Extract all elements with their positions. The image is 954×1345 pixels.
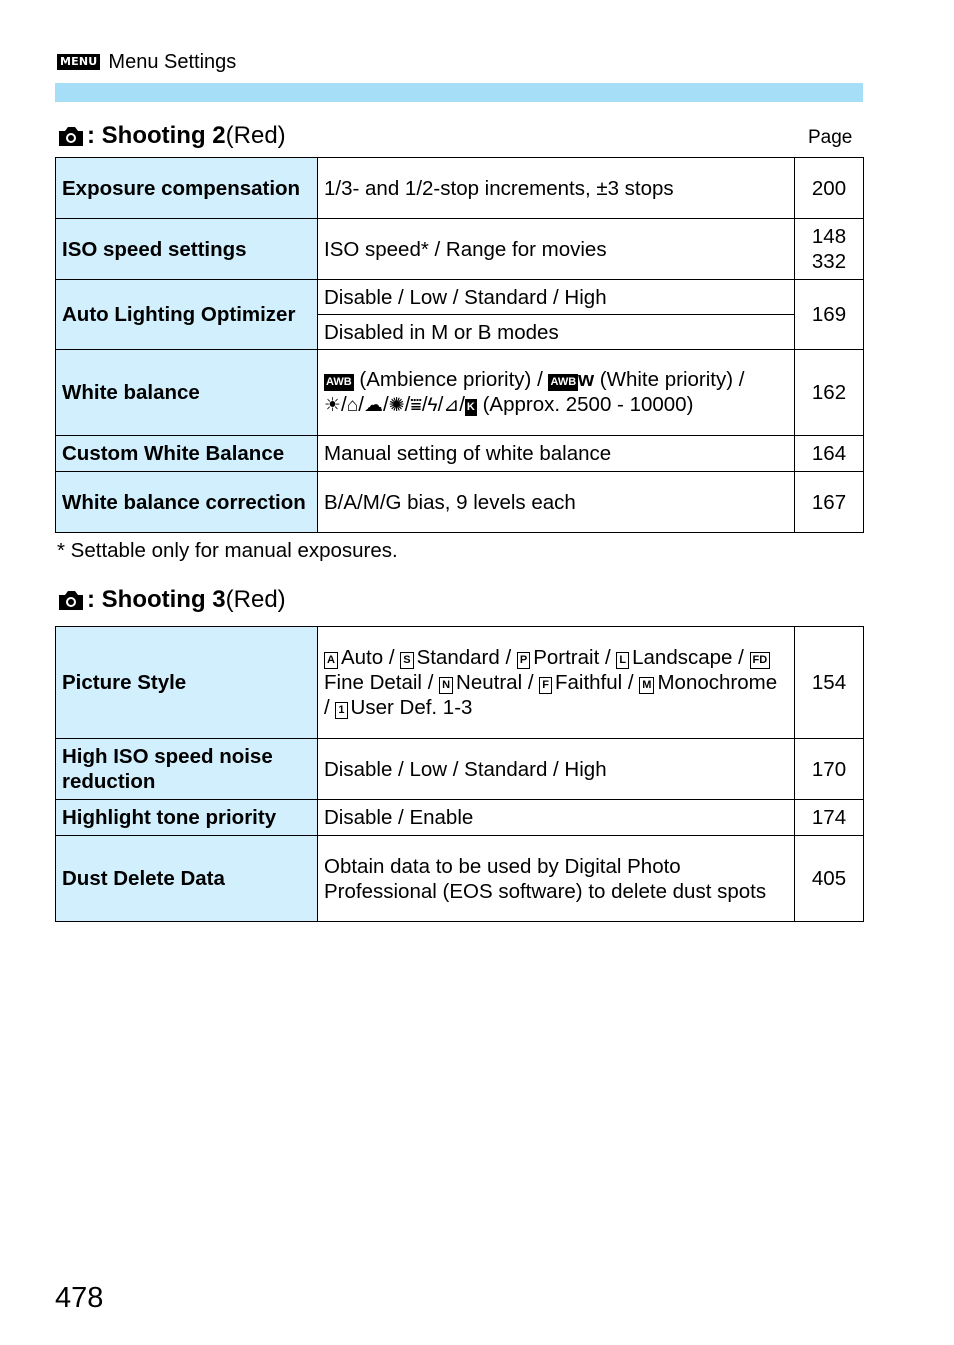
setting-name: Custom White Balance (56, 436, 318, 472)
table-row (56, 280, 864, 315)
setting-name: Auto Lighting Optimizer (56, 280, 318, 350)
page-number: 478 (55, 1282, 104, 1314)
table-row (56, 219, 864, 280)
picture-style-landscape-icon: L (616, 652, 629, 669)
footnote: * Settable only for manual exposures. (57, 539, 398, 562)
cloudy-icon: ☁ (363, 395, 383, 416)
table-row (56, 800, 864, 836)
flash-icon: ϟ (427, 395, 438, 416)
setting-name: Dust Delete Data (56, 836, 318, 922)
page-ref-1: 148 (811, 225, 847, 248)
color-temp-icon: K (465, 399, 477, 416)
page-ref: 200 (795, 158, 864, 219)
shooting-3-table (55, 626, 864, 922)
section-title-rest: (Red) (225, 122, 286, 149)
header-title: Menu Settings (108, 50, 237, 73)
table-row (56, 739, 864, 800)
custom-wb-icon: ⊿ (443, 395, 460, 416)
setting-desc: B/A/M/G bias, 9 levels each (318, 472, 795, 533)
setting-name: ISO speed settings (56, 219, 318, 280)
setting-desc: Manual setting of white balance (318, 436, 795, 472)
awb-icon: AWB (324, 374, 354, 391)
setting-desc: AWB (Ambience priority) / AWBw (White priority) / ☀/⌂/☁/✺/⩸/ϟ/⊿/ K (Approx. 2500 - 10000) (318, 350, 795, 436)
page-ref: 162 (795, 350, 864, 436)
page-ref: 154 (795, 627, 864, 739)
picture-style-user-def-icon: 1 (335, 702, 347, 719)
setting-name: High ISO speed noise reduction (56, 739, 318, 800)
page-header (57, 50, 236, 74)
picture-style-standard-icon: S (400, 652, 413, 669)
section-title-shooting-3 (57, 585, 286, 615)
table-row (56, 436, 864, 472)
camera-icon (57, 125, 85, 147)
setting-desc: A Auto / S Standard / P Portrait / L Landscape / FDFine Detail / N Neutral / F Faithful / M Monochrome / 1 User Def. 1-3 (318, 627, 795, 739)
setting-desc-2: Disabled in M or B modes (318, 315, 795, 350)
page-ref: 174 (795, 800, 864, 836)
picture-style-fine-detail-icon: FD (750, 652, 771, 669)
setting-desc: Disable / Low / Standard / High (318, 280, 795, 315)
page-ref: 405 (795, 836, 864, 922)
setting-desc: 1/3- and 1/2-stop increments, ±3 stops (318, 158, 795, 219)
section-title-shooting-2 (57, 121, 286, 151)
page-ref: 167 (795, 472, 864, 533)
page-column-label: Page (808, 127, 853, 148)
page-ref: 170 (795, 739, 864, 800)
setting-desc: Disable / Low / Standard / High (318, 739, 795, 800)
table-row (56, 350, 864, 436)
menu-icon: MENU (57, 54, 100, 70)
section-title-bold: : Shooting 2 (87, 122, 226, 149)
table-row (56, 836, 864, 922)
page-ref: 169 (795, 280, 864, 350)
camera-icon (57, 589, 85, 611)
page-ref (795, 219, 864, 280)
setting-name: Picture Style (56, 627, 318, 739)
picture-style-auto-icon: A (324, 652, 338, 669)
setting-desc: Obtain data to be used by Digital Photo Professional (EOS software) to delete dust spots (318, 836, 795, 922)
setting-name: White balance correction (56, 472, 318, 533)
tungsten-icon: ✺ (388, 395, 405, 416)
table-row (56, 472, 864, 533)
awb-white-icon: AWB (548, 374, 578, 391)
picture-style-neutral-icon: N (439, 677, 453, 694)
picture-style-portrait-icon: P (517, 652, 530, 669)
header-band (55, 83, 863, 102)
setting-desc: Disable / Enable (318, 800, 795, 836)
table-row (56, 627, 864, 739)
setting-name: Highlight tone priority (56, 800, 318, 836)
table-row (56, 158, 864, 219)
fluorescent-icon: ⩸ (410, 395, 422, 416)
picture-style-monochrome-icon: M (639, 677, 654, 694)
shooting-2-table (55, 157, 864, 533)
page-ref-2: 332 (811, 250, 847, 273)
setting-desc: ISO speed* / Range for movies (318, 219, 795, 280)
section-title-rest: (Red) (225, 586, 286, 613)
picture-style-faithful-icon: F (539, 677, 552, 694)
daylight-icon: ☀ (324, 395, 342, 416)
setting-name: White balance (56, 350, 318, 436)
section-title-bold: : Shooting 3 (87, 586, 226, 613)
shade-icon: ⌂ (346, 395, 359, 416)
page-ref: 164 (795, 436, 864, 472)
setting-name: Exposure compensation (56, 158, 318, 219)
